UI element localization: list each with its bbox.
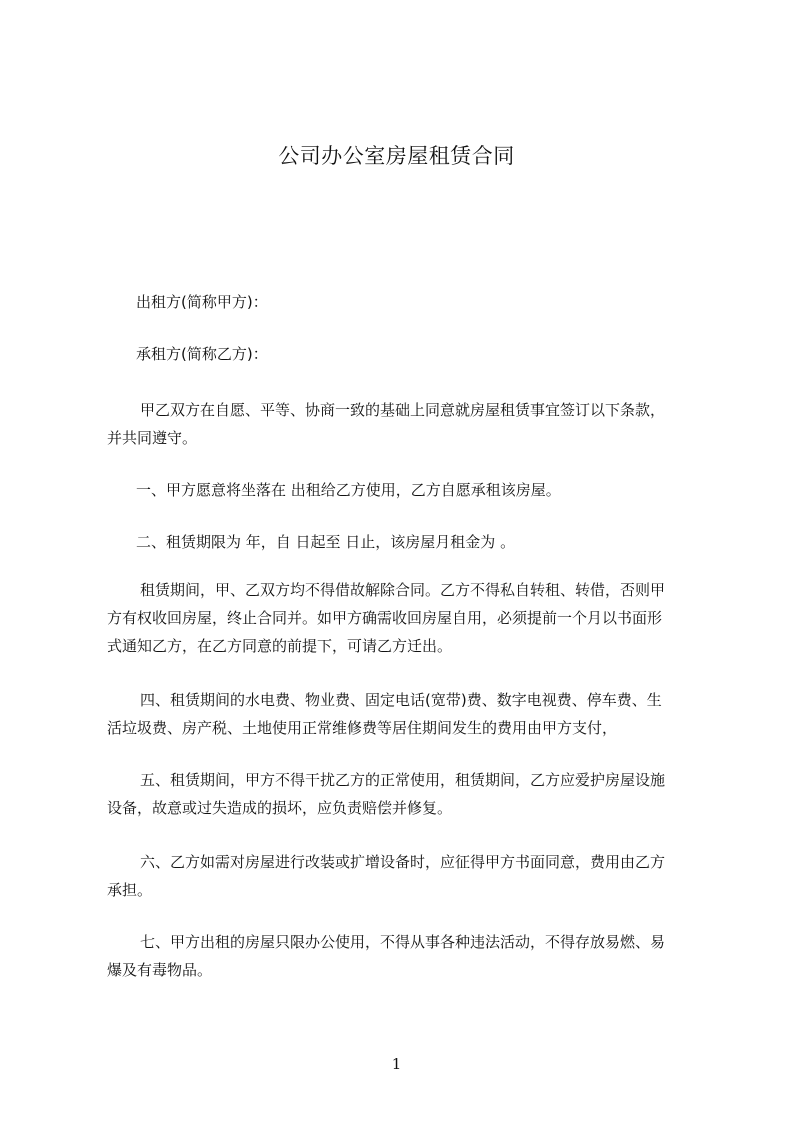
paragraph-line: 一、甲方愿意将坐落在 出租给乙方使用，乙方自愿承租该房屋。 [136, 481, 561, 499]
paragraph-line: 出租方(简称甲方)： [136, 293, 268, 311]
paragraph-line: 六、乙方如需对房屋进行改装或扩增设备时，应征得甲方书面同意，费用由乙方 [140, 853, 666, 871]
paragraph-clause-5 [107, 766, 706, 822]
paragraph-clause-6 [107, 848, 706, 904]
paragraph-line: 并共同遵守。 [107, 429, 198, 447]
paragraph-lessee [136, 340, 706, 368]
paragraph-clause-1 [136, 476, 706, 504]
paragraph-line: 承租方(简称乙方)： [136, 345, 268, 363]
document-title: 公司办公室房屋租赁合同 [278, 144, 515, 168]
paragraph-clause-4 [107, 686, 706, 742]
paragraph-line: 二、租赁期限为 年，自 日起至 日止，该房屋月租金为 。 [136, 533, 516, 551]
paragraph-line: 爆及有毒物品。 [107, 961, 213, 979]
paragraph-line: 设备，故意或过失造成的损坏，应负责赔偿并修复。 [107, 799, 453, 817]
paragraph-lessor [136, 288, 706, 316]
paragraph-line: 式通知乙方，在乙方同意的前提下，可请乙方迁出。 [107, 637, 453, 655]
paragraph-line: 甲乙双方在自愿、平等、协商一致的基础上同意就房屋租赁事宜签订以下条款， [140, 401, 666, 419]
page-number: 1 [391, 1055, 402, 1073]
paragraph-line: 活垃圾费、房产税、土地使用正常维修费等居住期间发生的费用由甲方支付， [107, 719, 618, 737]
paragraph-clause-7 [107, 928, 706, 984]
paragraph-line: 租赁期间，甲、乙双方均不得借故解除合同。乙方不得私自转租、转借，否则甲 [140, 581, 666, 599]
paragraph-line: 方有权收回房屋，终止合同并。如甲方确需收回房屋自用，必须提前一个月以书面形 [107, 609, 663, 627]
paragraph-line: 承担。 [107, 881, 153, 899]
paragraph-preamble [107, 396, 706, 452]
paragraph-line: 七、甲方出租的房屋只限办公使用，不得从事各种违法活动，不得存放易燃、易 [140, 933, 666, 951]
paragraph-clause-2 [136, 528, 706, 556]
paragraph-clause-3 [107, 576, 706, 660]
paragraph-line: 四、租赁期间的水电费、物业费、固定电话(宽带)费、数字电视费、停车费、生 [140, 691, 662, 709]
paragraph-line: 五、租赁期间，甲方不得干扰乙方的正常使用，租赁期间，乙方应爱护房屋设施 [140, 771, 666, 789]
